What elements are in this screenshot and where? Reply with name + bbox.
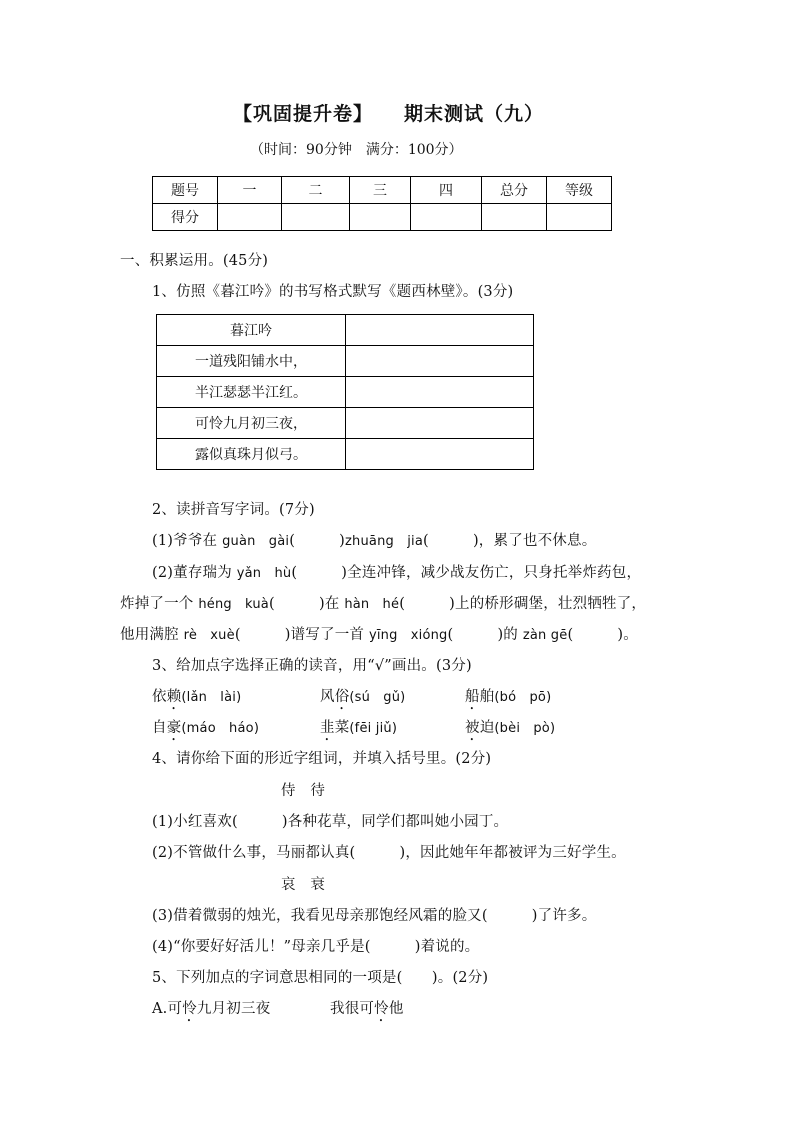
score-cell	[282, 204, 350, 231]
answer-cell[interactable]	[346, 377, 534, 408]
char-pair: 哀 衰	[281, 877, 326, 893]
q5-option-a	[152, 997, 270, 1025]
q3-item	[152, 685, 241, 713]
pinyin: zhuāng jia	[345, 534, 423, 549]
q4-sentence: (3)借着微弱的烛光，我看见母亲那饱经风霜的脸又( )了许多。	[152, 908, 597, 924]
answer-cell[interactable]	[346, 315, 534, 346]
q2-text: (1)爷爷在	[152, 533, 223, 549]
score-header-cell: 三	[350, 177, 411, 204]
score-table-row	[153, 204, 612, 231]
score-header-cell: 一	[218, 177, 282, 204]
pinyin-options[interactable]: (bó pō)	[494, 690, 552, 705]
pinyin-options[interactable]: (lǎn lài)	[181, 690, 242, 705]
q5-option-a-right	[330, 997, 404, 1025]
question-1: 1、仿照《暮江吟》的书写格式默写《题西林壁》。(3分)	[152, 284, 514, 300]
dotted-char: 怜	[374, 1001, 389, 1017]
poem-cell: 一道残阳铺水中，	[157, 346, 346, 377]
poem-cell: 可怜九月初三夜，	[157, 408, 346, 439]
q2-line-1	[152, 529, 596, 550]
q2-text: ( )的	[447, 627, 523, 643]
dotted-char: 豪	[166, 720, 182, 736]
q2-text: (2)董存瑞为	[152, 565, 237, 581]
pinyin: yǎn hù	[236, 566, 292, 581]
score-cell	[482, 204, 547, 231]
q2-text: ( )上的桥形碉堡，壮烈牺牲了，	[399, 596, 647, 612]
q4-sentence: (2)不管做什么事，马丽都认真( )，因此她年年都被评为三好学生。	[152, 845, 626, 861]
option-letter: A.	[152, 1001, 168, 1017]
q5-text: 我很可	[330, 1001, 375, 1017]
question-5: 5、下列加点的字词意思相同的一项是( )。(2分)	[152, 970, 489, 986]
q3-item	[320, 685, 405, 713]
pinyin: héng kuà	[198, 597, 269, 612]
pinyin: yīng xióng	[368, 628, 448, 643]
score-header-cell: 题号	[153, 177, 218, 204]
pinyin-options[interactable]: (fēi jiǔ)	[349, 721, 398, 736]
answer-cell[interactable]	[346, 408, 534, 439]
q5-text: 他	[388, 1001, 404, 1017]
dotted-char: 韭	[320, 720, 335, 736]
pinyin: zàn gē	[522, 628, 568, 643]
poem-cell: 半江瑟瑟半江红。	[157, 377, 346, 408]
q3-char: 风	[320, 689, 335, 705]
question-3: 3、给加点字选择正确的读音，用“√”画出。(3分)	[152, 658, 472, 674]
pinyin-options[interactable]: (bèi pò)	[494, 721, 556, 736]
page-title-right: 期末测试（九）	[404, 103, 545, 125]
score-cell	[547, 204, 612, 231]
q5-text: 可	[167, 1001, 183, 1017]
exam-info: （时间：90分钟 满分：100分）	[250, 142, 463, 158]
q2-line-2	[152, 561, 641, 582]
q2-text: ( )	[289, 533, 346, 549]
q3-char: 自	[152, 720, 167, 736]
score-header-cell: 总分	[482, 177, 547, 204]
dotted-char: 怜	[182, 1001, 197, 1017]
pinyin-options[interactable]: (máo háo)	[181, 721, 260, 736]
poem-row	[157, 377, 534, 408]
poem-cell: 暮江吟	[157, 315, 346, 346]
poem-row	[157, 346, 534, 377]
score-table	[152, 176, 612, 231]
q2-text: ( )，累了也不休息。	[422, 533, 597, 549]
poem-table	[156, 314, 534, 470]
q3-char: 迫	[479, 720, 495, 736]
q2-text: ( )全连冲锋，减少战友伤亡，只身托举炸药包，	[291, 565, 642, 581]
score-header-cell: 等级	[547, 177, 612, 204]
answer-cell[interactable]	[346, 346, 534, 377]
q2-line-3	[120, 592, 646, 613]
score-cell	[350, 204, 411, 231]
question-4: 4、请你给下面的形近字组词，并填入括号里。(2分)	[152, 751, 492, 767]
poem-row	[157, 408, 534, 439]
pinyin: hàn hé	[344, 597, 400, 612]
q2-text: ( )谱写了一首	[234, 627, 369, 643]
poem-cell: 露似真珠月似弓。	[157, 439, 346, 470]
q3-item	[152, 716, 259, 744]
q2-text: 炸掉了一个	[120, 596, 199, 612]
q3-item	[465, 716, 555, 744]
q3-item	[320, 716, 397, 744]
q2-text: ( )在	[268, 596, 345, 612]
pinyin-options[interactable]: (sú gǔ)	[349, 690, 406, 705]
section-heading: 一、积累运用。(45分)	[120, 253, 269, 269]
score-row-label: 得分	[153, 204, 218, 231]
score-cell	[218, 204, 282, 231]
poem-row	[157, 439, 534, 470]
question-2: 2、读拼音写字词。(7分)	[152, 502, 315, 518]
score-table-header-row	[153, 177, 612, 204]
q3-char: 舶	[479, 689, 495, 705]
dotted-char: 俗	[334, 689, 350, 705]
page-title-left: 【巩固提升卷】	[233, 103, 374, 125]
q3-char: 依	[152, 689, 167, 705]
q4-sentence: (1)小红喜欢( )各种花草，同学们都叫她小园丁。	[152, 814, 509, 830]
char-pair: 侍 待	[281, 783, 326, 799]
dotted-char: 赖	[166, 689, 182, 705]
answer-cell[interactable]	[346, 439, 534, 470]
q4-sentence: (4)“你要好好活儿！”母亲几乎是( )着说的。	[152, 939, 480, 955]
q3-item	[465, 685, 551, 713]
q3-char: 菜	[334, 720, 350, 736]
pinyin: rè xuè	[183, 628, 235, 643]
poem-row	[157, 315, 534, 346]
q2-text: ( )。	[567, 627, 638, 643]
q2-line-4	[120, 623, 638, 644]
pinyin: guàn gài	[222, 534, 290, 549]
q2-text: 他用满腔	[120, 627, 184, 643]
score-header-cell: 四	[411, 177, 482, 204]
score-cell	[411, 204, 482, 231]
q5-text: 九月初三夜	[196, 1001, 271, 1017]
dotted-char: 被	[465, 720, 480, 736]
dotted-char: 船	[465, 689, 480, 705]
score-header-cell: 二	[282, 177, 350, 204]
